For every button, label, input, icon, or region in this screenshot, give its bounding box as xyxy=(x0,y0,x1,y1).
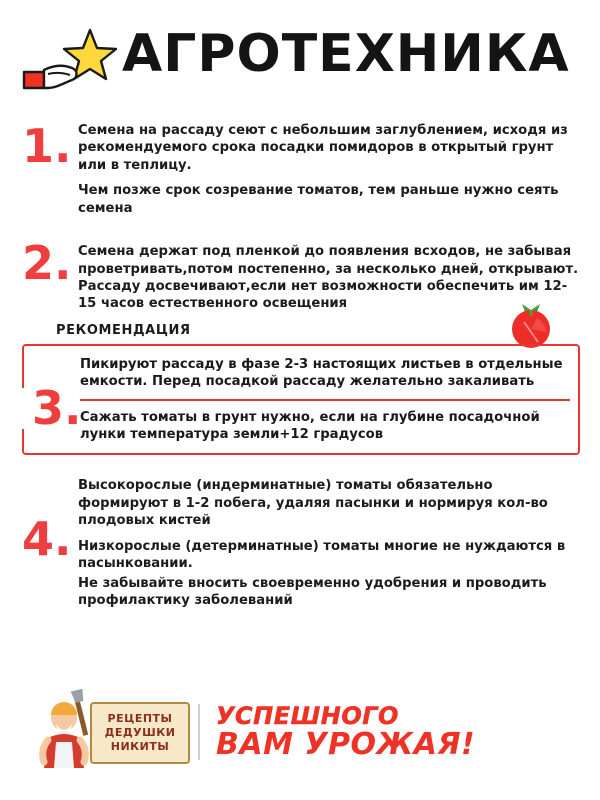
recommendation-block xyxy=(22,344,580,456)
item-number-2: 2. xyxy=(22,236,72,291)
brand-plate xyxy=(90,702,190,764)
item-number-1: 1. xyxy=(22,119,72,173)
recommendation-text-bottom xyxy=(24,409,570,444)
paragraph: Не забывайте вносить своевременно удобрения и проводить профилактику заболеваний xyxy=(78,575,547,609)
recommendation-label: РЕКОМЕНДАЦИЯ xyxy=(56,322,191,338)
slogan xyxy=(216,701,476,762)
paragraph: Чем позже срок созревание томатов, тем раньше нужно сеять семена xyxy=(78,183,559,216)
brand-line-1: РЕЦЕПТЫ xyxy=(107,712,173,726)
footer xyxy=(0,682,600,782)
footer-divider xyxy=(198,704,200,760)
brand-logo xyxy=(34,688,194,776)
header xyxy=(0,0,600,94)
recommendation-text-top xyxy=(24,356,570,391)
tomato-icon xyxy=(504,298,558,350)
list-item-1 xyxy=(22,119,580,217)
paragraph: Семена держат под пленкой до появления всходов, не забывая проветривать,потом постепенно, за несколько дней, открывают. Рассаду досвечивают,если нет возможности обеспечить им 12-15 часов естественного освещения xyxy=(78,244,579,312)
page-title: АГРОТЕХНИКА xyxy=(122,24,570,84)
paragraph: Семена на рассаду сеют с небольшим заглублением, исходя из рекомендуемого срока посадки помидоров в открытый грунт или в теплицу. xyxy=(78,123,568,173)
item-text-4 xyxy=(78,477,580,609)
paragraph: Низкорослые (детерминатные) томаты многие не нуждаются в пасынковании. xyxy=(78,538,566,572)
paragraph: Пикируют рассаду в фазе 2-3 настоящих листьев в отдельные емкости. Перед посадкой рассаду желательно закаливать xyxy=(80,356,563,390)
list-item-2 xyxy=(22,236,580,313)
item-number-4: 4. xyxy=(22,512,72,567)
item-text-1 xyxy=(78,122,580,217)
item-list xyxy=(0,94,600,313)
recommendation-box xyxy=(22,344,580,456)
hand-with-star-icon xyxy=(22,28,118,94)
list-item-4 xyxy=(22,477,580,609)
item-list-2 xyxy=(0,471,600,609)
brand-line-2: ДЕДУШКИ xyxy=(104,726,176,740)
brand-line-3: НИКИТЫ xyxy=(110,739,170,753)
recommendation-divider xyxy=(80,399,570,401)
slogan-line-2: ВАМ УРОЖАЯ! xyxy=(216,726,476,762)
slogan-line-1: УСПЕШНОГО xyxy=(216,701,399,730)
item-number-3: 3. xyxy=(20,388,76,429)
paragraph: Высокорослые (индерминатные) томаты обязательно формируют в 1-2 побега, удаляя пасынки и нормируя кол-во плодовых кистей xyxy=(78,478,548,529)
paragraph: Сажать томаты в грунт нужно, если на глубине посадочной лунки температура земли+12 градусов xyxy=(80,409,540,443)
